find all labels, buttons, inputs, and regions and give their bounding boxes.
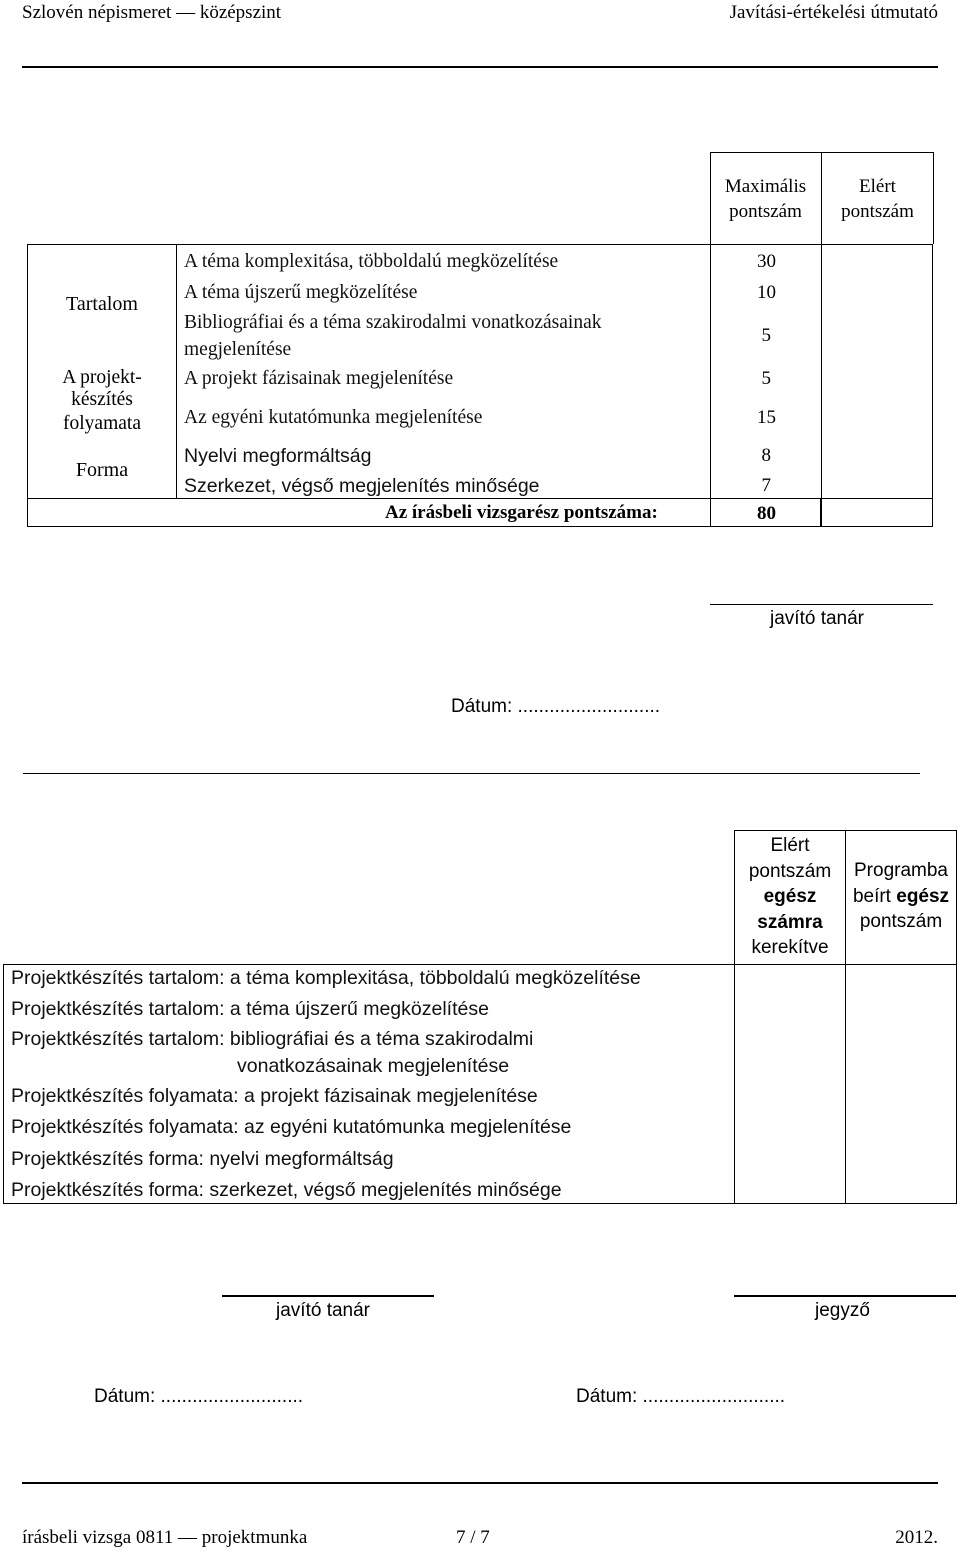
criterion-text: A projekt fázisainak megjelenítése xyxy=(184,368,454,389)
final-row-label: Projektkészítés forma: szerkezet, végső megjelenítés minősége xyxy=(11,1179,562,1201)
header-achieved-points: Elért pontszám xyxy=(821,152,933,245)
footer-rule xyxy=(22,1482,938,1484)
final-row-label: Projektkészítés folyamata: a projekt fázisainak megjelenítése xyxy=(11,1085,538,1107)
total-label: Az írásbeli vizsgarész pontszáma: xyxy=(385,502,658,523)
rounded-score-cells[interactable] xyxy=(736,966,844,1202)
final-row-label: Projektkészítés tartalom: a téma komplexitása, többoldalú megközelítése xyxy=(11,967,641,989)
footer-page-number: 7 / 7 xyxy=(456,1527,490,1548)
footer-right: 2012. xyxy=(895,1527,938,1548)
signature-line-notary xyxy=(734,1295,956,1297)
header-max-points: Maximális pontszám xyxy=(724,175,807,222)
criterion-text: A téma újszerű megközelítése xyxy=(184,282,418,303)
criterion-text: Szerkezet, végső megjelenítés minősége xyxy=(184,475,540,497)
category-tartalom: Tartalom xyxy=(66,293,138,315)
final-row-label: Projektkészítés folyamata: az egyéni kutatómunka megjelenítése xyxy=(11,1116,572,1138)
category-folyamat: A projekt- készítés folyamata xyxy=(62,367,142,434)
criterion-max: 7 xyxy=(761,475,771,496)
total-value: 80 xyxy=(757,503,776,524)
criterion-max: 30 xyxy=(757,251,776,272)
criterion-text: Az egyéni kutatómunka megjelenítése xyxy=(184,407,483,428)
section-divider xyxy=(23,773,920,774)
criterion-max: 8 xyxy=(761,445,771,466)
header-left: Szlovén népismeret — középszint xyxy=(22,2,282,23)
criterion-text: Bibliográfiai és a téma szakirodalmi vonatkozásainak megjelenítése xyxy=(184,312,602,360)
signature-line-teacher xyxy=(222,1295,434,1297)
final-row-label: Projektkészítés forma: nyelvi megformáltság xyxy=(11,1148,394,1170)
criterion-max: 10 xyxy=(757,282,776,303)
final-row-label: Projektkészítés tartalom: bibliográfiai és a téma szakirodalmi xyxy=(11,1028,534,1050)
program-score-cells[interactable] xyxy=(847,966,955,1202)
final-row-label: Projektkészítés tartalom: a téma újszerű megközelítése xyxy=(11,998,489,1020)
header-right: Javítási-értékelési útmutató xyxy=(729,2,938,23)
signature-role: javító tanár xyxy=(770,608,864,629)
signature-line xyxy=(710,604,933,605)
header-program-points: Programba beírt egész pontszám xyxy=(852,860,950,932)
date-field[interactable]: Dátum: ........................... xyxy=(451,696,661,717)
final-row-label: vonatkozásainak megjelenítése xyxy=(237,1055,510,1077)
category-forma: Forma xyxy=(75,459,129,481)
date-field-notary[interactable]: Dátum: ........................... xyxy=(576,1386,786,1407)
criterion-text: Nyelvi megformáltság xyxy=(184,445,372,467)
criterion-max: 5 xyxy=(761,325,771,346)
criterion-text: A téma komplexitása, többoldalú megközelítése xyxy=(184,251,559,272)
signature-role-notary: jegyző xyxy=(815,1300,870,1321)
header-rounded-points: Elért pontszám egész számra kerekítve xyxy=(748,835,832,958)
criterion-max: 15 xyxy=(757,407,776,428)
date-field-teacher[interactable]: Dátum: ........................... xyxy=(94,1386,304,1407)
header-rule xyxy=(22,66,938,68)
footer-left: írásbeli vizsga 0811 — projektmunka xyxy=(22,1527,308,1548)
criterion-max: 5 xyxy=(761,368,771,389)
signature-role-teacher: javító tanár xyxy=(276,1300,370,1321)
